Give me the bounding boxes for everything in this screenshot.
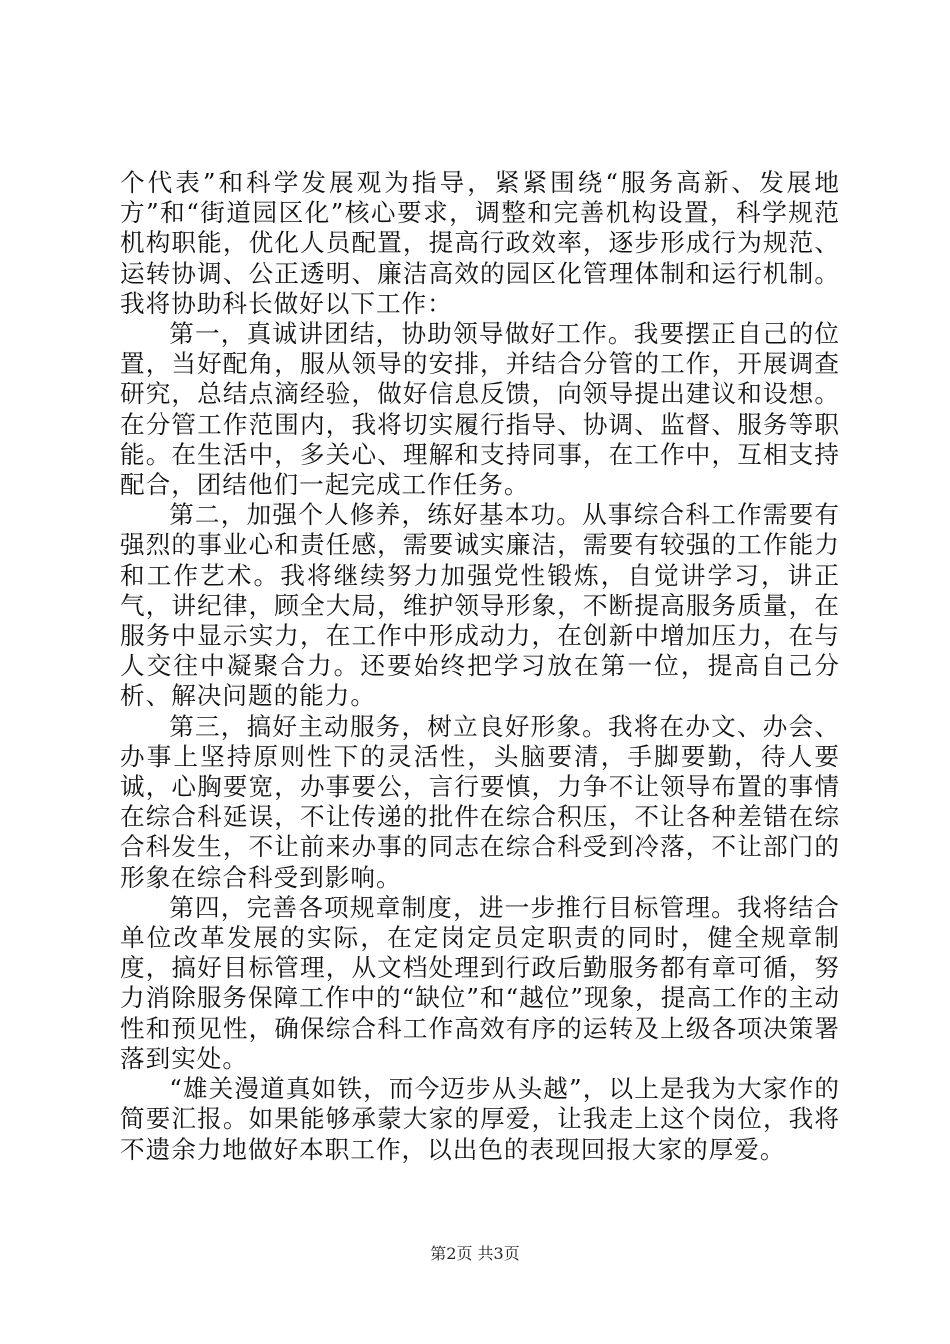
paragraph-intro-continuation: 个代表”和科学发展观为指导，紧紧围绕“服务高新、发展地方”和“街道园区化”核心要求，调整和完善机构设置，科学规范机构职能，优化人员配置，提高行政效率，逐步形成行为规范、运转协调、公正透明、廉洁高效的园区化管理体制和运行机制。我将协助科长做好以下工作： — [120, 168, 840, 318]
document-body — [120, 168, 840, 1165]
paragraph-closing: “雄关漫道真如铁，而今迈步从头越”，以上是我为大家作的简要汇报。如果能够承蒙大家的厚爱，让我走上这个岗位，我将不遗余力地做好本职工作，以出色的表现回报大家的厚爱。 — [120, 1074, 840, 1164]
page-number-footer: 第2页 共3页 — [430, 1244, 520, 1263]
paragraph-point-four: 第四，完善各项规章制度，进一步推行目标管理。我将结合单位改革发展的实际，在定岗定员定职责的同时，健全规章制度，搞好目标管理，从文档处理到行政后勤服务都有章可循，努力消除服务保障工作中的“缺位”和“越位”现象，提高工作的主动性和预见性，确保综合科工作高效有序的运转及上级各项决策署落到实处。 — [120, 892, 840, 1073]
paragraph-point-one: 第一，真诚讲团结，协助领导做好工作。我要摆正自己的位置，当好配角，服从领导的安排，并结合分管的工作，开展调查研究，总结点滴经验，做好信息反馈，向领导提出建议和设想。在分管工作范围内，我将切实履行指导、协调、监督、服务等职能。在生活中，多关心、理解和支持同事，在工作中，互相支持配合，团结他们一起完成工作任务。 — [120, 319, 840, 500]
paragraph-point-two: 第二，加强个人修养，练好基本功。从事综合科工作需要有强烈的事业心和责任感，需要诚实廉洁，需要有较强的工作能力和工作艺术。我将继续努力加强党性锻炼，自觉讲学习，讲正气，讲纪律，顾全大局，维护领导形象，不断提高服务质量，在服务中显示实力，在工作中形成动力，在创新中增加压力，在与人交往中凝聚合力。还要始终把学习放在第一位，提高自己分析、解决问题的能力。 — [120, 500, 840, 711]
paragraph-point-three: 第三，搞好主动服务，树立良好形象。我将在办文、办会、办事上坚持原则性下的灵活性，头脑要清，手脚要勤，待人要诚，心胸要宽，办事要公，言行要慎，力争不让领导布置的事情在综合科延误，不让传递的批件在综合积压，不让各种差错在综合科发生，不让前来办事的同志在综合科受到冷落，不让部门的形象在综合科受到影响。 — [120, 711, 840, 892]
